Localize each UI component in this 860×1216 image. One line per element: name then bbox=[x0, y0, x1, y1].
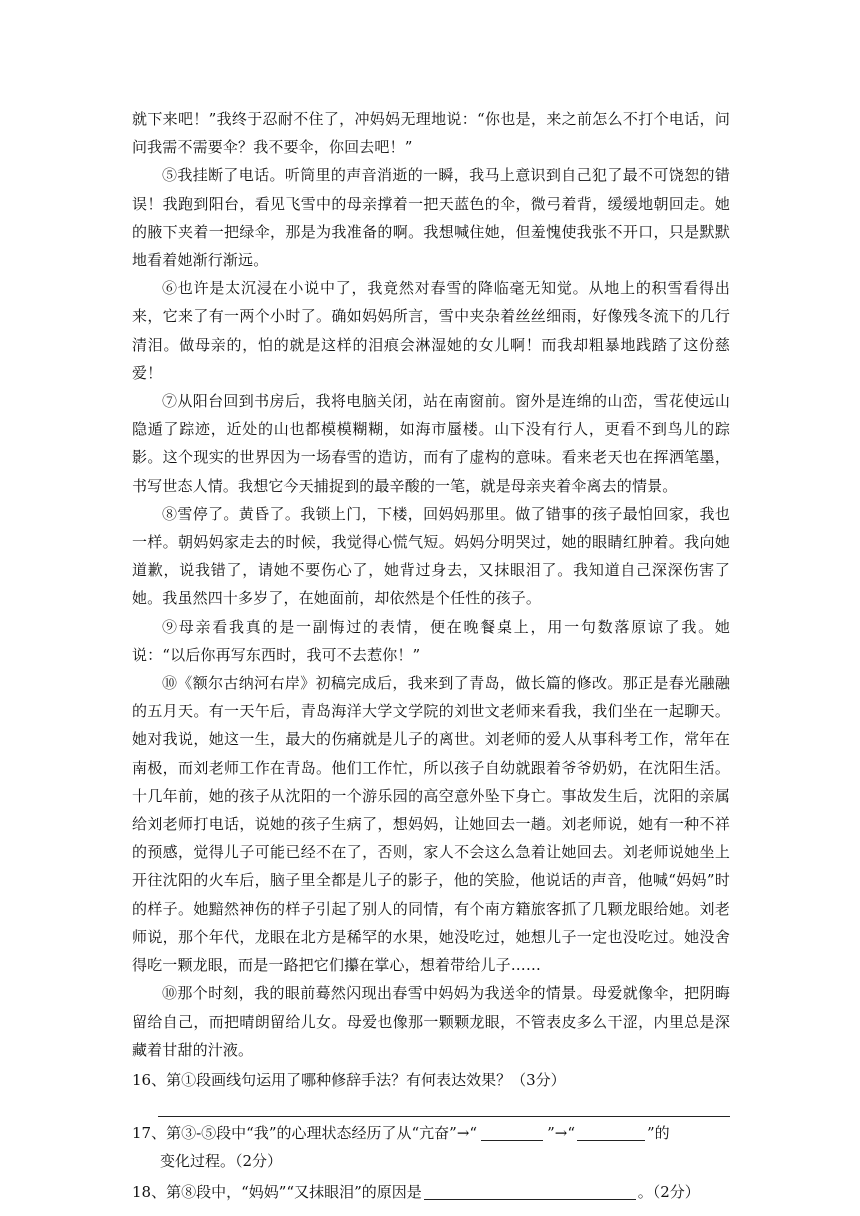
question-17-text-part2: ”→“ bbox=[547, 1124, 575, 1143]
question-18-text bbox=[132, 1178, 730, 1206]
paragraph-9: ⑨母亲看我真的是一副悔过的表情，便在晚餐桌上，用一句数落原谅了我。她说：“以后你再写东西时，我可不去惹你！” bbox=[132, 617, 730, 664]
question-17-text bbox=[132, 1119, 730, 1147]
question-17-text-part3: ”的 bbox=[646, 1124, 670, 1143]
question-17-blank-1[interactable] bbox=[481, 1122, 543, 1141]
question-17-blank-2[interactable] bbox=[577, 1122, 645, 1141]
question-17-text-line2: 变化过程。（2分） bbox=[160, 1152, 283, 1171]
paragraph-6: ⑥也许是太沉浸在小说中了，我竟然对春雪的降临毫无知觉。从地上的积雪看得出来，它来了有一两个小时了。确如妈妈所言，雪中夹杂着丝丝细雨，好像残冬流下的几行清泪。做母亲的，怕的就是这样的泪痕会淋湿她的女儿啊！而我却粗暴地践踏了这份慈爱！ bbox=[132, 279, 730, 382]
paragraph-7: ⑦从阳台回到书房后，我将电脑关闭，站在南窗前。窗外是连绵的山峦，雪花使远山隐遁了踪迹，近处的山也都模模糊糊，如海市蜃楼。山下没有行人，更看不到鸟儿的踪影。这个现实的世界因为一场春雪的造访，而有了虚构的意味。看来老天也在挥洒笔墨，书写世态人情。我想它今天捕捉到的最辛酸的一笔，就是母亲夹着伞离去的情景。 bbox=[132, 392, 730, 495]
reading-passage bbox=[132, 105, 730, 1206]
paragraph-10: ⑩《额尔古纳河右岸》初稿完成后，我来到了青岛，做长篇的修改。那正是春光融融的五月天。有一天午后，青岛海洋大学文学院的刘世文老师来看我，我们坐在一起聊天。她对我说，她这一生，最大的伤痛就是儿子的离世。刘老师的爱人从事科考工作，常年在南极，而刘老师工作在青岛。他们工作忙，所以孩子自幼就跟着爷爷奶奶，在沈阳生活。十几年前，她的孩子从沈阳的一个游乐园的高空意外坠下身亡。事故发生后，沈阳的亲属给刘老师打电话，说她的孩子生病了，想妈妈，让她回去一趟。刘老师说，她有一种不祥的预感，觉得儿子可能已经不在了，否则，家人不会这么急着让她回去。刘老师说她坐上开往沈阳的火车后，脑子里全都是儿子的影子，他的笑脸，他说话的声音，他喊“妈妈”时的样子。她黯然神伤的样子引起了别人的同情，有个南方籍旅客抓了几颗龙眼给她。刘老师说，那个年代，龙眼在北方是稀罕的水果，她没吃过，她想儿子一定也没吃过。她没舍得吃一颗龙眼，而是一路把它们攥在掌心，想着带给儿子…… bbox=[132, 674, 730, 975]
question-17 bbox=[132, 1119, 730, 1175]
question-18-text-part1: 18、第⑧段中，“妈妈”“又抹眼泪”的原因是 bbox=[132, 1182, 422, 1201]
paragraph-continuation: 就下来吧！”我终于忍耐不住了，冲妈妈无理地说：“你也是，来之前怎么不打个电话，问问我需不需要伞？我不要伞，你回去吧！” bbox=[132, 110, 730, 157]
question-18 bbox=[132, 1178, 730, 1206]
question-17-text-part1: 17、第③-⑤段中“我”的心理状态经历了从“亢奋”→“ bbox=[132, 1124, 478, 1143]
question-16 bbox=[132, 1066, 730, 1117]
paragraph-5: ⑤我挂断了电话。听筒里的声音消逝的一瞬，我马上意识到自己犯了最不可饶恕的错误！我跑到阳台，看见飞雪中的母亲撑着一把天蓝色的伞，微弓着背，缓缓地朝回走。她的腋下夹着一把绿伞，那是为我准备的啊。我想喊住她，但羞愧使我张不开口，只是默默地看着她渐行渐远。 bbox=[132, 166, 730, 270]
paragraph-11: ⑩那个时刻，我的眼前蓦然闪现出春雪中妈妈为我送伞的情景。母爱就像伞，把阴晦留给自己，而把晴朗留给儿女。母爱也像那一颗颗龙眼，不管表皮多么干涩，内里总是深藏着甘甜的汁液。 bbox=[132, 984, 730, 1059]
question-16-answer-line[interactable] bbox=[158, 1102, 730, 1117]
question-16-text: 16、第①段画线句运用了哪种修辞手法？有何表达效果？（3分） bbox=[132, 1070, 566, 1089]
question-18-blank[interactable] bbox=[424, 1181, 636, 1200]
paragraph-8: ⑧雪停了。黄昏了。我锁上门，下楼，回妈妈那里。做了错事的孩子最怕回家，我也一样。朝妈妈家走去的时候，我觉得心慌气短。妈妈分明哭过，她的眼睛红肿着。我向她道歉，说我错了，请她不要伤心了，她背过身去，又抹眼泪了。我知道自己深深伤害了她。我虽然四十多岁了，在她面前，却依然是个任性的孩子。 bbox=[132, 504, 730, 608]
question-18-text-part2: 。（2分） bbox=[637, 1182, 700, 1201]
